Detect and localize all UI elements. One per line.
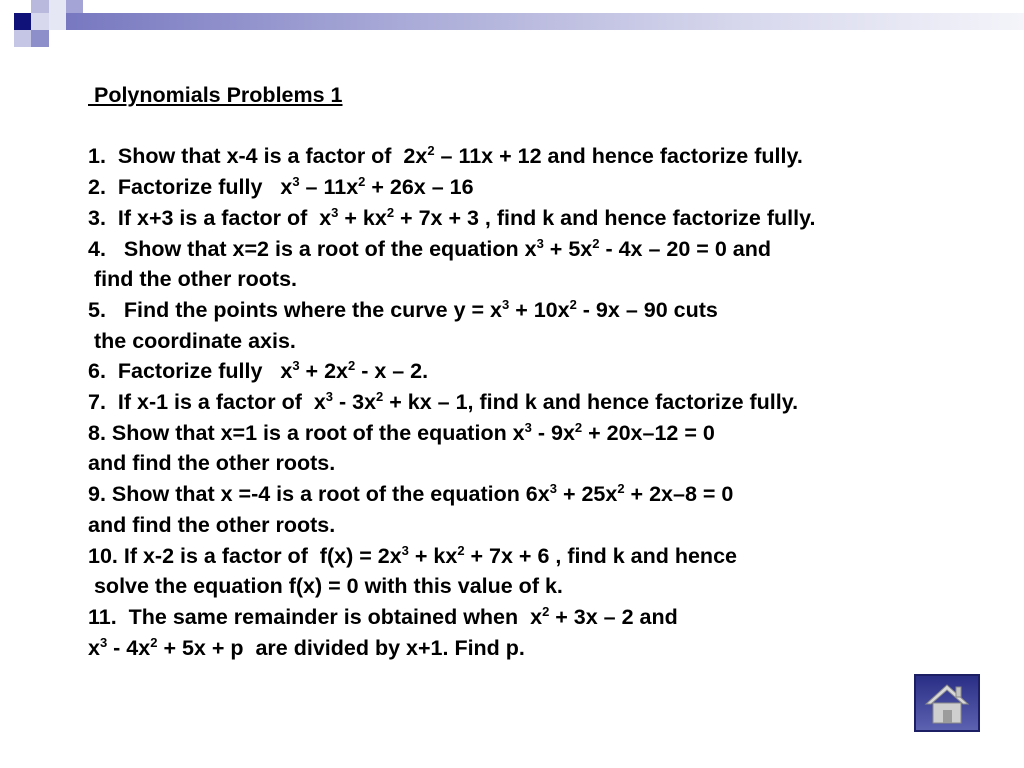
problem-text: and find the other roots. — [88, 512, 336, 537]
problem-text: solve the equation f(x) = 0 with this value of k. — [88, 574, 563, 599]
exponent: 3 — [331, 204, 339, 220]
exponent: 3 — [524, 419, 532, 435]
problem-text: + 5x — [543, 236, 593, 261]
problem-text: - 4x – 20 = 0 and — [599, 236, 771, 261]
decor-square — [14, 13, 31, 30]
problem-text: - 4x — [107, 635, 151, 660]
problem-text: 11. The same remainder is obtained when x — [88, 604, 543, 629]
decor-square — [14, 30, 31, 47]
problem-text: + 26x – 16 — [365, 175, 474, 200]
home-icon — [916, 676, 978, 730]
problem-text: + kx — [338, 205, 387, 230]
problem-text: - 9x — [531, 420, 575, 445]
problem-text: - x – 2. — [355, 359, 429, 384]
problem-line — [88, 448, 988, 479]
exponent: 3 — [549, 481, 557, 497]
exponent: 2 — [617, 481, 625, 497]
exponent: 2 — [574, 419, 583, 435]
problem-line — [88, 479, 988, 510]
problem-line — [88, 234, 988, 265]
problem-text: x — [88, 635, 100, 660]
exponent: 3 — [99, 634, 108, 650]
problem-text: 6. Factorize fully x — [88, 359, 293, 384]
problem-text: + 5x + p are divided by x+1. Find p. — [157, 635, 525, 660]
problem-line — [88, 387, 988, 418]
problem-text: + 10x — [509, 297, 570, 322]
problem-text: + 25x — [556, 482, 618, 507]
problem-text: find the other roots. — [88, 267, 298, 292]
exponent: 3 — [536, 235, 544, 251]
decor-square — [49, 0, 66, 30]
problem-text: – 11x — [299, 175, 359, 200]
exponent: 3 — [292, 174, 300, 190]
decor-square — [31, 13, 49, 30]
problem-text: + kx – 1, find k and hence factorize fully. — [383, 390, 799, 415]
problem-text: - 9x – 90 cuts — [576, 297, 718, 322]
problem-text: + kx — [408, 543, 458, 568]
problem-text: + 3x – 2 and — [549, 604, 678, 629]
problem-text: + 7x + 3 , find k and hence factorize fully. — [394, 205, 816, 230]
exponent: 3 — [501, 296, 510, 312]
exponent: 3 — [401, 542, 409, 558]
problem-text: + 7x + 6 , find k and hence — [464, 543, 737, 568]
slide-title: Polynomials Problems 1 — [88, 83, 343, 107]
problem-line — [88, 172, 988, 203]
exponent: 2 — [150, 634, 158, 650]
problem-text: + 2x — [299, 359, 348, 384]
problem-text: – 11x + 12 and hence factorize fully. — [434, 144, 803, 169]
problem-text: 7. If x-1 is a factor of x — [88, 390, 326, 415]
exponent: 2 — [347, 358, 356, 374]
problem-text: 9. Show that x =-4 is a root of the equation 6x — [88, 482, 550, 507]
exponent: 2 — [542, 603, 550, 619]
problem-list — [88, 141, 988, 663]
problem-line — [88, 541, 988, 572]
problem-text: 8. Show that x=1 is a root of the equation x — [88, 420, 525, 445]
exponent: 2 — [592, 235, 600, 251]
problem-text: and find the other roots. — [88, 451, 336, 476]
problem-line — [88, 510, 988, 541]
problem-line — [88, 264, 988, 295]
problem-line — [88, 571, 988, 602]
exponent: 2 — [386, 204, 395, 220]
problem-line — [88, 141, 988, 172]
exponent: 3 — [325, 389, 334, 405]
problem-text: 2. Factorize fully x — [88, 175, 293, 200]
problem-line — [88, 356, 988, 387]
exponent: 2 — [457, 542, 465, 558]
problem-text: 5. Find the points where the curve y = x — [88, 297, 502, 322]
slide-content — [88, 80, 988, 663]
problem-text: - 3x — [333, 390, 377, 415]
decor-square — [31, 30, 49, 47]
header-gradient-bar — [66, 13, 1024, 30]
problem-text: 4. Show that x=2 is a root of the equation x — [88, 236, 537, 261]
problem-line — [88, 295, 988, 326]
problem-line — [88, 203, 988, 234]
problem-text: 3. If x+3 is a factor of x — [88, 205, 332, 230]
home-button[interactable] — [914, 674, 980, 732]
exponent: 2 — [569, 296, 577, 312]
problem-line — [88, 602, 988, 633]
problem-text: 10. If x-2 is a factor of f(x) = 2x — [88, 543, 402, 568]
exponent: 3 — [292, 358, 300, 374]
problem-text: + 20x–12 = 0 — [582, 420, 715, 445]
exponent: 2 — [427, 143, 435, 159]
problem-line — [88, 418, 988, 449]
decor-square — [31, 0, 49, 14]
problem-line — [88, 326, 988, 357]
problem-line — [88, 633, 988, 664]
problem-text: + 2x–8 = 0 — [624, 482, 734, 507]
problem-text: the coordinate axis. — [88, 328, 296, 353]
exponent: 2 — [358, 174, 366, 190]
exponent: 2 — [376, 389, 384, 405]
problem-text: 1. Show that x-4 is a factor of 2x — [88, 144, 428, 169]
